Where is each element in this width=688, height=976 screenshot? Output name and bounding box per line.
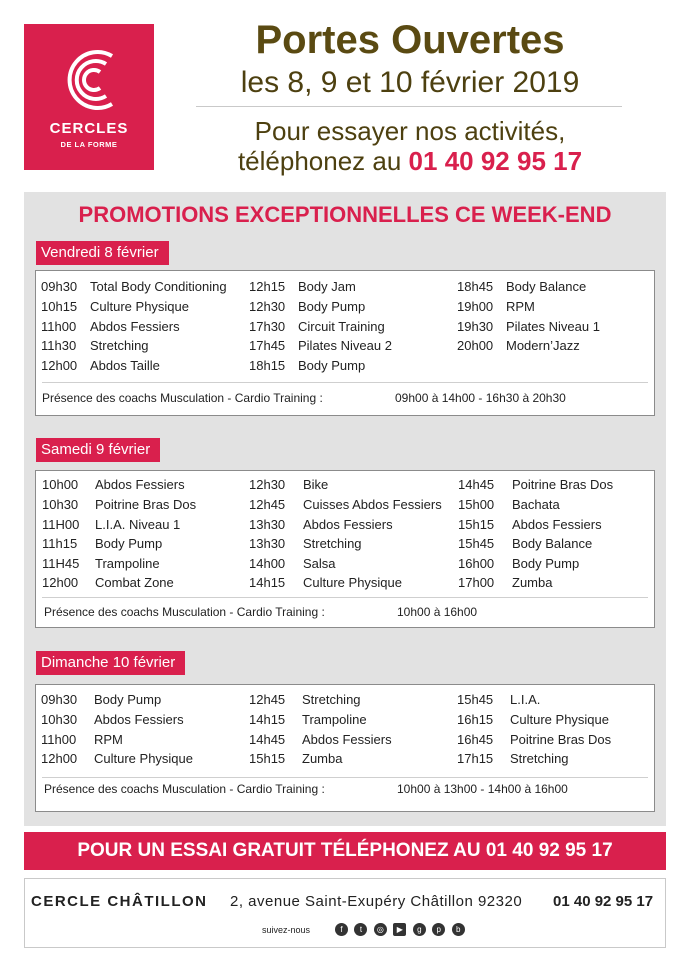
list-item: 12h30 Bike [249,477,329,492]
list-item: 14h45 Abdos Fessiers [249,732,392,747]
pinterest-icon[interactable]: p [432,923,445,936]
coach-presence-label: Présence des coachs Musculation - Cardio Training : [44,605,325,619]
list-item: 12h15 Body Jam [249,279,356,294]
schedule-box-saturday [35,470,655,628]
list-item: 11H45 Trampoline [42,556,160,571]
call-line-2 [200,146,620,177]
list-item: 09h30 Body Pump [41,692,162,707]
footer [24,878,666,948]
club-address: 2, avenue Saint-Exupéry Châtillon 92320 [230,893,523,910]
list-item: 11h00 Abdos Fessiers [41,319,180,334]
list-item: 18h15 Body Pump [249,358,366,373]
logo-c-icon [60,44,118,116]
list-item: 11h00 RPM [41,732,123,747]
row-divider [42,382,648,383]
row-divider [42,777,648,778]
coach-presence-hours: 10h00 à 16h00 [397,605,478,619]
list-item: 15h45 Body Balance [458,536,593,551]
logo-brand-sub: DE LA FORME [60,140,118,149]
list-item: 12h00 Combat Zone [42,575,174,590]
list-item: 16h15 Culture Physique [457,712,609,727]
list-item: 11H00 L.I.A. Niveau 1 [42,517,181,532]
list-item: 11h30 Stretching [41,338,149,353]
list-item: 17h00 Zumba [458,575,553,590]
free-trial-banner: POUR UN ESSAI GRATUIT TÉLÉPHONEZ AU 01 40 92 95 17 [24,832,666,870]
list-item: 11h15 Body Pump [42,536,163,551]
day-label-sunday: Dimanche 10 février [36,651,185,675]
schedule-box-friday [35,270,655,416]
coach-presence-label: Présence des coachs Musculation - Cardio Training : [42,391,323,405]
list-item: 16h00 Body Pump [458,556,580,571]
list-item: 12h00 Abdos Taille [41,358,160,373]
club-name: CERCLE CHÂTILLON [31,893,208,910]
twitter-icon[interactable]: t [354,923,367,936]
cercles-logo [24,24,154,170]
logo-brand-name: CERCLES [49,120,129,137]
list-item: 14h15 Trampoline [249,712,367,727]
social-links [335,923,467,937]
list-item: 15h00 Bachata [458,497,560,512]
day-label-saturday: Samedi 9 février [36,438,160,462]
promo-title: PROMOTIONS EXCEPTIONNELLES CE WEEK-END [78,202,612,227]
list-item: 15h45 L.I.A. [457,692,541,707]
list-item: 19h30 Pilates Niveau 1 [457,319,600,334]
header-divider [196,106,622,107]
list-item: 12h45 Stretching [249,692,361,707]
list-item: 14h45 Poitrine Bras Dos [458,477,614,492]
follow-label: suivez-nous [262,925,311,935]
call-line-1: Pour essayer nos activités, [254,116,566,146]
blog-icon[interactable]: b [452,923,465,936]
list-item: 10h00 Abdos Fessiers [42,477,185,492]
list-item: 20h00 Modern’Jazz [457,338,580,353]
list-item: 10h15 Culture Physique [41,299,189,314]
footer-phone[interactable]: 01 40 92 95 17 [553,893,654,910]
coach-presence-hours: 09h00 à 14h00 - 16h30 à 20h30 [395,391,566,405]
day-label-friday: Vendredi 8 février [36,241,169,265]
list-item: 15h15 Abdos Fessiers [458,517,602,532]
list-item: 12h00 Culture Physique [41,751,193,766]
coach-presence-label: Présence des coachs Musculation - Cardio Training : [44,782,325,796]
page-title: Portes Ouvertes [255,18,565,62]
list-item: 18h45 Body Balance [457,279,587,294]
list-item: 09h30 Total Body Conditioning [41,279,227,294]
list-item: 19h00 RPM [457,299,535,314]
youtube-icon[interactable]: ▶ [393,923,406,936]
list-item: 16h45 Poitrine Bras Dos [457,732,612,747]
schedule-box-sunday [35,684,655,812]
instagram-icon[interactable]: ◎ [374,923,387,936]
list-item: 13h30 Stretching [249,536,362,551]
list-item: 12h30 Body Pump [249,299,366,314]
list-item: 17h15 Stretching [457,751,569,766]
coach-presence-hours: 10h00 à 13h00 - 14h00 à 16h00 [397,782,568,796]
event-dates: les 8, 9 et 10 février 2019 [240,66,580,99]
list-item: 12h45 Cuisses Abdos Fessiers [249,497,442,512]
list-item: 14h15 Culture Physique [249,575,402,590]
row-divider [42,597,648,598]
google-plus-icon[interactable]: g [413,923,426,936]
facebook-icon[interactable]: f [335,923,348,936]
list-item: 10h30 Abdos Fessiers [41,712,184,727]
list-item: 17h45 Pilates Niveau 2 [249,338,392,353]
call-prefix: téléphonez au [237,146,402,176]
header-phone[interactable]: 01 40 92 95 17 [408,146,583,176]
list-item: 17h30 Circuit Training [249,319,385,334]
schedule-panel [24,192,666,826]
list-item: 10h30 Poitrine Bras Dos [42,497,197,512]
list-item: 15h15 Zumba [249,751,343,766]
list-item: 13h30 Abdos Fessiers [249,517,393,532]
list-item: 14h00 Salsa [249,556,336,571]
